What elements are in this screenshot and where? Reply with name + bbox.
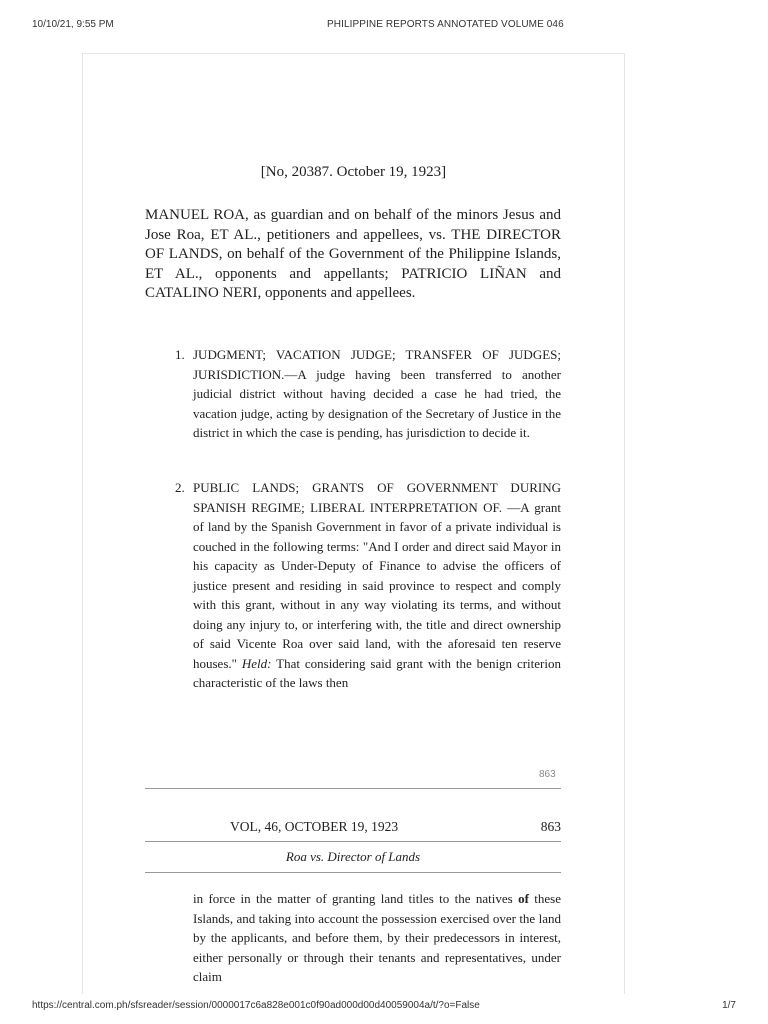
print-page-count: 1/7 <box>722 1000 736 1011</box>
syllabus-number: 1. <box>175 347 185 362</box>
held-label: Held: <box>241 655 272 671</box>
continued-text-part: in force in the matter of granting land titles to the natives <box>193 891 519 906</box>
syllabus-text-part: That considering said grant with the benign criterion characteristic of the laws then <box>193 655 561 690</box>
print-url: https://central.com.ph/sfsreader/session/0000017c6a828e001c0f90ad000d00d40059004a/t/?o=False <box>32 1000 480 1011</box>
continued-text-part: these Islands, and taking into account the possession exercised over the land by the applicants, and before them, by their predecessors in interest, either personally or through their tenants and representatives, under claim <box>193 891 562 984</box>
continued-text <box>193 889 561 987</box>
print-document-title: PHILIPPINE REPORTS ANNOTATED VOLUME 046 <box>327 19 564 30</box>
print-datetime: 10/10/21, 9:55 PM <box>32 19 114 30</box>
case-parties: MANUEL ROA, as guardian and on behalf of the minors Jesus and Jose Roa, ET AL., petitioners and appellees, vs. THE DIRECTOR OF LANDS, on behalf of the Government of the Philippine Islands, ET AL., opponents and appellants; PATRICIO LIÑAN and CATALINO NERI, opponents and appellees. <box>145 207 561 301</box>
divider <box>145 841 561 842</box>
syllabus-text-part: PUBLIC LANDS; GRANTS OF GOVERNMENT DURING SPANISH REGIME; LIBERAL INTERPRETATION OF. —A grant of land by the Spanish Government in favor of a private individual is couched in the following terms: "And I order and direct said Mayor in his capacity as Under-Deputy of Finance to advise the officers of justice present and residing in said province to respect and comply with this grant, without in any way violating its terms, and without doing any injury to, or interfering with, the title and direct ownership of said Vicente Roa over said land, with the aforesaid ten reserve houses." <box>193 480 561 671</box>
document-page <box>82 53 625 994</box>
syllabus-text <box>193 478 561 693</box>
divider <box>145 872 561 873</box>
print-header <box>0 0 768 40</box>
syllabus-text: JUDGMENT; VACATION JUDGE; TRANSFER OF JUDGES; JURISDICTION.—A judge having been transferred to another judicial district without having decided a case he had tried, the vacation judge, acting by designation of the Secretary of Justice in the district in which the case is pending, has jurisdiction to decide it. <box>193 347 561 440</box>
page-marker: 863 <box>539 769 556 780</box>
running-head-volume: VOL, 46, OCTOBER 19, 1923 <box>230 819 399 834</box>
case-number-date: [No, 20387. October 19, 1923] <box>260 164 447 180</box>
print-footer <box>0 994 768 1024</box>
continued-text-bold: of <box>518 891 529 906</box>
running-head-page: 863 <box>540 819 561 834</box>
divider <box>145 788 561 789</box>
case-short-title: Roa vs. Director of Lands <box>285 849 421 864</box>
syllabus-number: 2. <box>175 480 185 495</box>
